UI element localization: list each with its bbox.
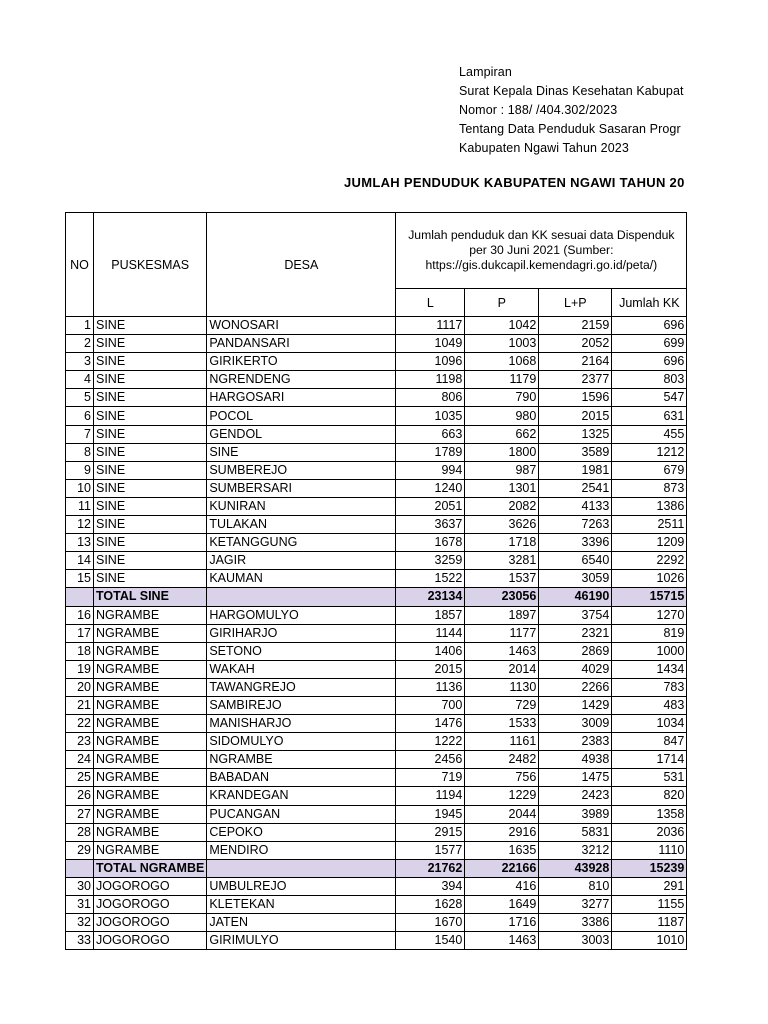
table-row bbox=[66, 335, 687, 353]
cell-l: 1945 bbox=[396, 805, 465, 823]
table-total-row bbox=[66, 859, 687, 877]
header-kk: Jumlah KK bbox=[612, 289, 687, 317]
cell-p: 1130 bbox=[465, 678, 539, 696]
cell-no: 20 bbox=[66, 678, 94, 696]
cell-kk: 1209 bbox=[612, 534, 687, 552]
cell-p: 756 bbox=[465, 769, 539, 787]
cell-l: 1198 bbox=[396, 371, 465, 389]
cell-lp: 1475 bbox=[539, 769, 612, 787]
table-row bbox=[66, 479, 687, 497]
cell-puskesmas: SINE bbox=[94, 479, 207, 497]
cell-puskesmas: JOGOROGO bbox=[94, 932, 207, 950]
table-total-row bbox=[66, 588, 687, 606]
cell-no: 1 bbox=[66, 317, 94, 335]
cell-lp: 2869 bbox=[539, 642, 612, 660]
cell-kk: 1034 bbox=[612, 715, 687, 733]
cell-kk: 1386 bbox=[612, 497, 687, 515]
cell-l: 700 bbox=[396, 696, 465, 714]
cell-lp: 3277 bbox=[539, 896, 612, 914]
cell-p: 1177 bbox=[465, 624, 539, 642]
cell-no: 9 bbox=[66, 461, 94, 479]
table-body bbox=[66, 317, 687, 950]
cell-p: 1716 bbox=[465, 914, 539, 932]
cell-lp: 2383 bbox=[539, 733, 612, 751]
cell-l: 806 bbox=[396, 389, 465, 407]
cell-lp: 2015 bbox=[539, 407, 612, 425]
cell-p: 416 bbox=[465, 877, 539, 895]
cell-l: 23134 bbox=[396, 588, 465, 606]
cell-lp: 2164 bbox=[539, 353, 612, 371]
cell-p: 1179 bbox=[465, 371, 539, 389]
cell-l: 1240 bbox=[396, 479, 465, 497]
header-lp: L+P bbox=[539, 289, 612, 317]
table-row bbox=[66, 552, 687, 570]
cell-kk: 1000 bbox=[612, 642, 687, 660]
cell-kk: 1714 bbox=[612, 751, 687, 769]
header-l: L bbox=[396, 289, 465, 317]
cell-kk: 1155 bbox=[612, 896, 687, 914]
cell-desa: KAUMAN bbox=[207, 570, 396, 588]
table-header bbox=[66, 213, 687, 317]
table-row bbox=[66, 823, 687, 841]
cell-desa: SUMBERSARI bbox=[207, 479, 396, 497]
cell-p: 1718 bbox=[465, 534, 539, 552]
cell-desa: JATEN bbox=[207, 914, 396, 932]
cell-lp: 2377 bbox=[539, 371, 612, 389]
cell-desa: HARGOSARI bbox=[207, 389, 396, 407]
cell-puskesmas: NGRAMBE bbox=[94, 823, 207, 841]
header-desa: DESA bbox=[207, 213, 396, 317]
cell-no: 21 bbox=[66, 696, 94, 714]
cell-kk: 1434 bbox=[612, 660, 687, 678]
cell-puskesmas: NGRAMBE bbox=[94, 733, 207, 751]
cell-no: 30 bbox=[66, 877, 94, 895]
cell-l: 3259 bbox=[396, 552, 465, 570]
cell-no: 2 bbox=[66, 335, 94, 353]
cell-lp: 3396 bbox=[539, 534, 612, 552]
table-row bbox=[66, 606, 687, 624]
cell-no: 24 bbox=[66, 751, 94, 769]
cell-l: 1670 bbox=[396, 914, 465, 932]
cell-puskesmas: NGRAMBE bbox=[94, 660, 207, 678]
cell-desa: BABADAN bbox=[207, 769, 396, 787]
cell-kk: 1270 bbox=[612, 606, 687, 624]
cell-desa bbox=[207, 588, 396, 606]
cell-puskesmas: SINE bbox=[94, 552, 207, 570]
cell-lp: 7263 bbox=[539, 516, 612, 534]
cell-lp: 3003 bbox=[539, 932, 612, 950]
cell-puskesmas: SINE bbox=[94, 317, 207, 335]
cell-puskesmas: SINE bbox=[94, 570, 207, 588]
cell-l: 2051 bbox=[396, 497, 465, 515]
header-p: P bbox=[465, 289, 539, 317]
cell-p: 1161 bbox=[465, 733, 539, 751]
cell-no: 31 bbox=[66, 896, 94, 914]
cell-lp: 1981 bbox=[539, 461, 612, 479]
header-no: NO bbox=[66, 213, 94, 317]
cell-lp: 46190 bbox=[539, 588, 612, 606]
cell-puskesmas: SINE bbox=[94, 353, 207, 371]
cell-puskesmas: JOGOROGO bbox=[94, 877, 207, 895]
cell-lp: 2423 bbox=[539, 787, 612, 805]
cell-kk: 547 bbox=[612, 389, 687, 407]
cell-puskesmas: NGRAMBE bbox=[94, 769, 207, 787]
cell-lp: 3059 bbox=[539, 570, 612, 588]
cell-no: 15 bbox=[66, 570, 94, 588]
cell-desa: SINE bbox=[207, 443, 396, 461]
cell-desa: KUNIRAN bbox=[207, 497, 396, 515]
cell-lp: 3754 bbox=[539, 606, 612, 624]
cell-l: 1096 bbox=[396, 353, 465, 371]
header-puskesmas: PUSKESMAS bbox=[94, 213, 207, 317]
cell-no: 23 bbox=[66, 733, 94, 751]
table-row bbox=[66, 624, 687, 642]
cell-p: 2082 bbox=[465, 497, 539, 515]
cell-desa: MENDIRO bbox=[207, 841, 396, 859]
cell-puskesmas: NGRAMBE bbox=[94, 606, 207, 624]
cell-no: 25 bbox=[66, 769, 94, 787]
cell-p: 1649 bbox=[465, 896, 539, 914]
cell-no: 26 bbox=[66, 787, 94, 805]
header-line-tentang: Tentang Data Penduduk Sasaran Progr bbox=[459, 122, 681, 136]
header-population-group: Jumlah penduduk dan KK sesuai data Dispenduk per 30 Juni 2021 (Sumber: https://gis.dukcapil.kemendagri.go.id/peta/) bbox=[396, 213, 687, 289]
cell-no bbox=[66, 588, 94, 606]
cell-puskesmas: SINE bbox=[94, 425, 207, 443]
cell-puskesmas: NGRAMBE bbox=[94, 624, 207, 642]
cell-lp: 3386 bbox=[539, 914, 612, 932]
cell-no: 5 bbox=[66, 389, 94, 407]
cell-p: 1533 bbox=[465, 715, 539, 733]
table-row bbox=[66, 461, 687, 479]
header-line-lampiran: Lampiran bbox=[459, 65, 512, 79]
header-line-kabupaten: Kabupaten Ngawi Tahun 2023 bbox=[459, 141, 629, 155]
cell-desa: KETANGGUNG bbox=[207, 534, 396, 552]
cell-l: 719 bbox=[396, 769, 465, 787]
cell-p: 1463 bbox=[465, 932, 539, 950]
cell-no: 32 bbox=[66, 914, 94, 932]
cell-puskesmas: NGRAMBE bbox=[94, 787, 207, 805]
cell-lp: 4938 bbox=[539, 751, 612, 769]
cell-lp: 2052 bbox=[539, 335, 612, 353]
cell-l: 1476 bbox=[396, 715, 465, 733]
cell-p: 23056 bbox=[465, 588, 539, 606]
cell-no: 17 bbox=[66, 624, 94, 642]
cell-no: 28 bbox=[66, 823, 94, 841]
cell-p: 987 bbox=[465, 461, 539, 479]
cell-kk: 1110 bbox=[612, 841, 687, 859]
cell-l: 1136 bbox=[396, 678, 465, 696]
cell-p: 1463 bbox=[465, 642, 539, 660]
table-row bbox=[66, 660, 687, 678]
cell-no bbox=[66, 859, 94, 877]
document-title: JUMLAH PENDUDUK KABUPATEN NGAWI TAHUN 20 bbox=[344, 175, 685, 190]
cell-kk: 820 bbox=[612, 787, 687, 805]
cell-puskesmas: SINE bbox=[94, 497, 207, 515]
cell-p: 1537 bbox=[465, 570, 539, 588]
cell-kk: 803 bbox=[612, 371, 687, 389]
cell-p: 2044 bbox=[465, 805, 539, 823]
cell-l: 663 bbox=[396, 425, 465, 443]
cell-puskesmas: SINE bbox=[94, 461, 207, 479]
cell-l: 1540 bbox=[396, 932, 465, 950]
cell-no: 29 bbox=[66, 841, 94, 859]
cell-desa: GIRIMULYO bbox=[207, 932, 396, 950]
table-row bbox=[66, 932, 687, 950]
cell-desa: PANDANSARI bbox=[207, 335, 396, 353]
cell-desa: SETONO bbox=[207, 642, 396, 660]
table-row bbox=[66, 678, 687, 696]
cell-no: 3 bbox=[66, 353, 94, 371]
table-row bbox=[66, 805, 687, 823]
cell-l: 1577 bbox=[396, 841, 465, 859]
cell-p: 3281 bbox=[465, 552, 539, 570]
table-row bbox=[66, 696, 687, 714]
cell-p: 980 bbox=[465, 407, 539, 425]
cell-no: 27 bbox=[66, 805, 94, 823]
table-row bbox=[66, 317, 687, 335]
cell-puskesmas: SINE bbox=[94, 407, 207, 425]
table-row bbox=[66, 353, 687, 371]
cell-l: 1117 bbox=[396, 317, 465, 335]
header-line-nomor: Nomor : 188/ /404.302/2023 bbox=[459, 103, 618, 117]
cell-puskesmas: JOGOROGO bbox=[94, 896, 207, 914]
cell-l: 2456 bbox=[396, 751, 465, 769]
cell-lp: 2541 bbox=[539, 479, 612, 497]
cell-desa: PUCANGAN bbox=[207, 805, 396, 823]
cell-p: 790 bbox=[465, 389, 539, 407]
table-row bbox=[66, 389, 687, 407]
cell-desa: TAWANGREJO bbox=[207, 678, 396, 696]
cell-p: 1800 bbox=[465, 443, 539, 461]
cell-l: 1144 bbox=[396, 624, 465, 642]
cell-desa: SIDOMULYO bbox=[207, 733, 396, 751]
cell-lp: 1325 bbox=[539, 425, 612, 443]
cell-l: 394 bbox=[396, 877, 465, 895]
cell-desa: WAKAH bbox=[207, 660, 396, 678]
cell-kk: 15239 bbox=[612, 859, 687, 877]
cell-no: 18 bbox=[66, 642, 94, 660]
table-row bbox=[66, 896, 687, 914]
cell-l: 1194 bbox=[396, 787, 465, 805]
cell-puskesmas: SINE bbox=[94, 389, 207, 407]
cell-l: 1049 bbox=[396, 335, 465, 353]
table-row bbox=[66, 497, 687, 515]
cell-puskesmas: NGRAMBE bbox=[94, 715, 207, 733]
cell-l: 3637 bbox=[396, 516, 465, 534]
cell-p: 1042 bbox=[465, 317, 539, 335]
cell-kk: 783 bbox=[612, 678, 687, 696]
cell-puskesmas: NGRAMBE bbox=[94, 841, 207, 859]
cell-p: 729 bbox=[465, 696, 539, 714]
letter-header bbox=[459, 63, 768, 158]
cell-no: 12 bbox=[66, 516, 94, 534]
table-row bbox=[66, 407, 687, 425]
cell-puskesmas: TOTAL NGRAMBE bbox=[94, 859, 207, 877]
table-row bbox=[66, 425, 687, 443]
cell-desa: POCOL bbox=[207, 407, 396, 425]
cell-p: 22166 bbox=[465, 859, 539, 877]
cell-puskesmas: NGRAMBE bbox=[94, 805, 207, 823]
table-row bbox=[66, 733, 687, 751]
cell-lp: 2321 bbox=[539, 624, 612, 642]
table-row bbox=[66, 769, 687, 787]
cell-lp: 4029 bbox=[539, 660, 612, 678]
cell-desa: TULAKAN bbox=[207, 516, 396, 534]
cell-desa: NGRAMBE bbox=[207, 751, 396, 769]
population-table bbox=[65, 212, 687, 950]
cell-no: 16 bbox=[66, 606, 94, 624]
cell-puskesmas: SINE bbox=[94, 516, 207, 534]
cell-l: 1857 bbox=[396, 606, 465, 624]
cell-desa: WONOSARI bbox=[207, 317, 396, 335]
cell-kk: 631 bbox=[612, 407, 687, 425]
cell-lp: 1596 bbox=[539, 389, 612, 407]
cell-no: 19 bbox=[66, 660, 94, 678]
cell-desa: GENDOL bbox=[207, 425, 396, 443]
table-row bbox=[66, 642, 687, 660]
table-row bbox=[66, 877, 687, 895]
cell-puskesmas: NGRAMBE bbox=[94, 642, 207, 660]
table-row bbox=[66, 751, 687, 769]
cell-puskesmas: SINE bbox=[94, 534, 207, 552]
cell-lp: 3212 bbox=[539, 841, 612, 859]
cell-no: 33 bbox=[66, 932, 94, 950]
cell-desa: KLETEKAN bbox=[207, 896, 396, 914]
cell-puskesmas: TOTAL SINE bbox=[94, 588, 207, 606]
cell-puskesmas: SINE bbox=[94, 335, 207, 353]
cell-desa: KRANDEGAN bbox=[207, 787, 396, 805]
cell-kk: 1010 bbox=[612, 932, 687, 950]
cell-no: 4 bbox=[66, 371, 94, 389]
cell-kk: 679 bbox=[612, 461, 687, 479]
cell-kk: 2036 bbox=[612, 823, 687, 841]
cell-kk: 2511 bbox=[612, 516, 687, 534]
cell-lp: 810 bbox=[539, 877, 612, 895]
cell-l: 1406 bbox=[396, 642, 465, 660]
cell-kk: 696 bbox=[612, 317, 687, 335]
cell-lp: 43928 bbox=[539, 859, 612, 877]
cell-l: 994 bbox=[396, 461, 465, 479]
cell-kk: 873 bbox=[612, 479, 687, 497]
cell-p: 1229 bbox=[465, 787, 539, 805]
table-row bbox=[66, 570, 687, 588]
cell-l: 1222 bbox=[396, 733, 465, 751]
cell-kk: 1187 bbox=[612, 914, 687, 932]
cell-lp: 3009 bbox=[539, 715, 612, 733]
cell-kk: 696 bbox=[612, 353, 687, 371]
cell-l: 1678 bbox=[396, 534, 465, 552]
table-row bbox=[66, 715, 687, 733]
cell-kk: 531 bbox=[612, 769, 687, 787]
cell-puskesmas: SINE bbox=[94, 371, 207, 389]
cell-p: 1897 bbox=[465, 606, 539, 624]
cell-kk: 291 bbox=[612, 877, 687, 895]
table-row bbox=[66, 516, 687, 534]
cell-l: 21762 bbox=[396, 859, 465, 877]
cell-puskesmas: NGRAMBE bbox=[94, 696, 207, 714]
cell-lp: 1429 bbox=[539, 696, 612, 714]
cell-kk: 455 bbox=[612, 425, 687, 443]
cell-no: 22 bbox=[66, 715, 94, 733]
cell-lp: 5831 bbox=[539, 823, 612, 841]
cell-lp: 3989 bbox=[539, 805, 612, 823]
table-row bbox=[66, 534, 687, 552]
cell-p: 1068 bbox=[465, 353, 539, 371]
cell-kk: 483 bbox=[612, 696, 687, 714]
cell-l: 1522 bbox=[396, 570, 465, 588]
cell-no: 11 bbox=[66, 497, 94, 515]
cell-l: 2015 bbox=[396, 660, 465, 678]
cell-p: 1635 bbox=[465, 841, 539, 859]
cell-lp: 4133 bbox=[539, 497, 612, 515]
table-row bbox=[66, 914, 687, 932]
cell-desa: UMBULREJO bbox=[207, 877, 396, 895]
cell-no: 6 bbox=[66, 407, 94, 425]
cell-desa: JAGIR bbox=[207, 552, 396, 570]
cell-desa: GIRIKERTO bbox=[207, 353, 396, 371]
cell-puskesmas: NGRAMBE bbox=[94, 678, 207, 696]
cell-desa: SUMBEREJO bbox=[207, 461, 396, 479]
cell-lp: 6540 bbox=[539, 552, 612, 570]
cell-p: 1003 bbox=[465, 335, 539, 353]
cell-lp: 3589 bbox=[539, 443, 612, 461]
cell-no: 8 bbox=[66, 443, 94, 461]
cell-lp: 2159 bbox=[539, 317, 612, 335]
cell-p: 2916 bbox=[465, 823, 539, 841]
cell-desa: NGRENDENG bbox=[207, 371, 396, 389]
table-row bbox=[66, 443, 687, 461]
cell-p: 1301 bbox=[465, 479, 539, 497]
cell-kk: 699 bbox=[612, 335, 687, 353]
cell-p: 662 bbox=[465, 425, 539, 443]
cell-l: 1035 bbox=[396, 407, 465, 425]
cell-l: 1628 bbox=[396, 896, 465, 914]
table-row bbox=[66, 841, 687, 859]
cell-l: 1789 bbox=[396, 443, 465, 461]
cell-puskesmas: NGRAMBE bbox=[94, 751, 207, 769]
cell-puskesmas: JOGOROGO bbox=[94, 914, 207, 932]
cell-no: 14 bbox=[66, 552, 94, 570]
cell-desa: CEPOKO bbox=[207, 823, 396, 841]
cell-kk: 15715 bbox=[612, 588, 687, 606]
cell-desa: MANISHARJO bbox=[207, 715, 396, 733]
table-row bbox=[66, 787, 687, 805]
cell-kk: 2292 bbox=[612, 552, 687, 570]
cell-puskesmas: SINE bbox=[94, 443, 207, 461]
cell-lp: 2266 bbox=[539, 678, 612, 696]
cell-no: 10 bbox=[66, 479, 94, 497]
cell-kk: 1358 bbox=[612, 805, 687, 823]
cell-kk: 847 bbox=[612, 733, 687, 751]
cell-no: 7 bbox=[66, 425, 94, 443]
cell-l: 2915 bbox=[396, 823, 465, 841]
cell-p: 3626 bbox=[465, 516, 539, 534]
cell-kk: 819 bbox=[612, 624, 687, 642]
cell-kk: 1026 bbox=[612, 570, 687, 588]
cell-p: 2014 bbox=[465, 660, 539, 678]
header-line-surat: Surat Kepala Dinas Kesehatan Kabupat bbox=[459, 84, 684, 98]
cell-desa: GIRIHARJO bbox=[207, 624, 396, 642]
cell-desa: SAMBIREJO bbox=[207, 696, 396, 714]
cell-no: 13 bbox=[66, 534, 94, 552]
table-row bbox=[66, 371, 687, 389]
cell-desa: HARGOMULYO bbox=[207, 606, 396, 624]
cell-desa bbox=[207, 859, 396, 877]
cell-p: 2482 bbox=[465, 751, 539, 769]
cell-kk: 1212 bbox=[612, 443, 687, 461]
